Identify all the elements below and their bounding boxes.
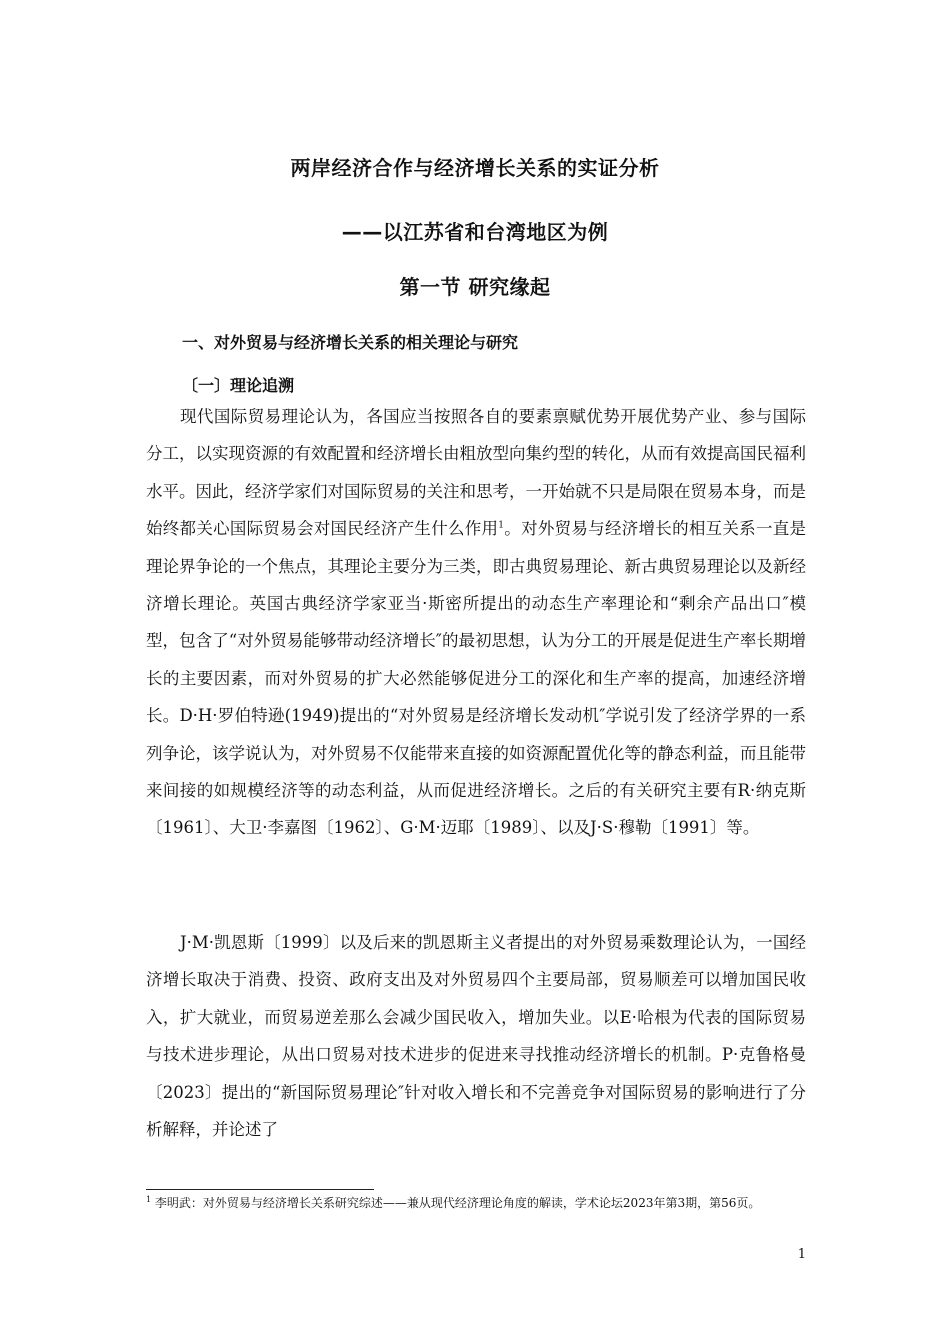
footnote-separator — [146, 1189, 374, 1190]
paragraph-1-text-b: 。对外贸易与经济增长的相互关系一直是理论界争论的一个焦点，其理论主要分为三类，即古典贸易理论、新古典贸易理论以及新经济增长理论。英国古典经济学家亚当·斯密所提出的动态生产率理论和“剩余产品出口″模型，包含了“对外贸易能够带动经济增长″的最初思想，认为分工的开展是促进生产率长期增长的主要因素，而对外贸易的扩大必然能够促进分工的深化和生产率的提高，加速经济增长。D·H·罗伯特逊(1949)提出的“对外贸易是经济增长发动机″学说引发了经济学界的一系列争论，该学说认为，对外贸易不仅能带来直接的如资源配置优化等的静态利益，而且能带来间接的如规模经济等的动态利益，从而促进经济增长。之后的有关研究主要有R·纳克斯〔1961〕、大卫·李嘉图〔1962〕、G·M·迈耶〔1989〕、以及J·S·穆勒〔1991〕等。 — [146, 519, 807, 838]
footnote-text: 李明武：对外贸易与经济增长关系研究综述——兼从现代经济理论角度的解读，学术论坛2023年第3期，第56页。 — [154, 1196, 761, 1210]
footnote-marker: 1 — [146, 1195, 152, 1204]
paragraph-1-text-a: 现代国际贸易理论认为，各国应当按照各自的要素禀赋优势开展优势产业、参与国际分工，以实现资源的有效配置和经济增长由粗放型向集约型的转化，从而有效提高国民福利水平。因此，经济学家们对国际贸易的关注和思考，一开始就不只是局限在贸易本身，而是始终都关心国际贸易会对国民经济产生什么作用 — [146, 407, 806, 539]
body-paragraph-2: J·M·凯恩斯〔1999〕以及后来的凯恩斯主义者提出的对外贸易乘数理论认为，一国经济增长取决于消费、投资、政府支出及对外贸易四个主要局部，贸易顺差可以增加国民收入，扩大就业，而贸易逆差那么会减少国民收入，增加失业。以E·哈根为代表的国际贸易与技术进步理论，从出口贸易对技术进步的促进来寻找推动经济增长的机制。P·克鲁格曼〔2023〕提出的“新国际贸易理论″针对收入增长和不完善竞争对国际贸易的影响进行了分析解释，并论述了 — [146, 933, 806, 1140]
footnote-reference[interactable]: 1 — [498, 520, 505, 531]
heading-level-2: 〔一〕理论追溯 — [182, 376, 295, 395]
page-number: 1 — [797, 1247, 806, 1262]
document-title: 两岸经济合作与经济增长关系的实证分析 — [290, 156, 660, 180]
heading-level-1: 一、对外贸易与经济增长关系的相关理论与研究 — [182, 333, 519, 352]
document-subtitle: ——以江苏省和台湾地区为例 — [341, 220, 609, 244]
body-paragraph-1 — [146, 398, 806, 847]
footnote — [146, 1195, 806, 1212]
section-title: 第一节 研究缘起 — [399, 275, 551, 299]
